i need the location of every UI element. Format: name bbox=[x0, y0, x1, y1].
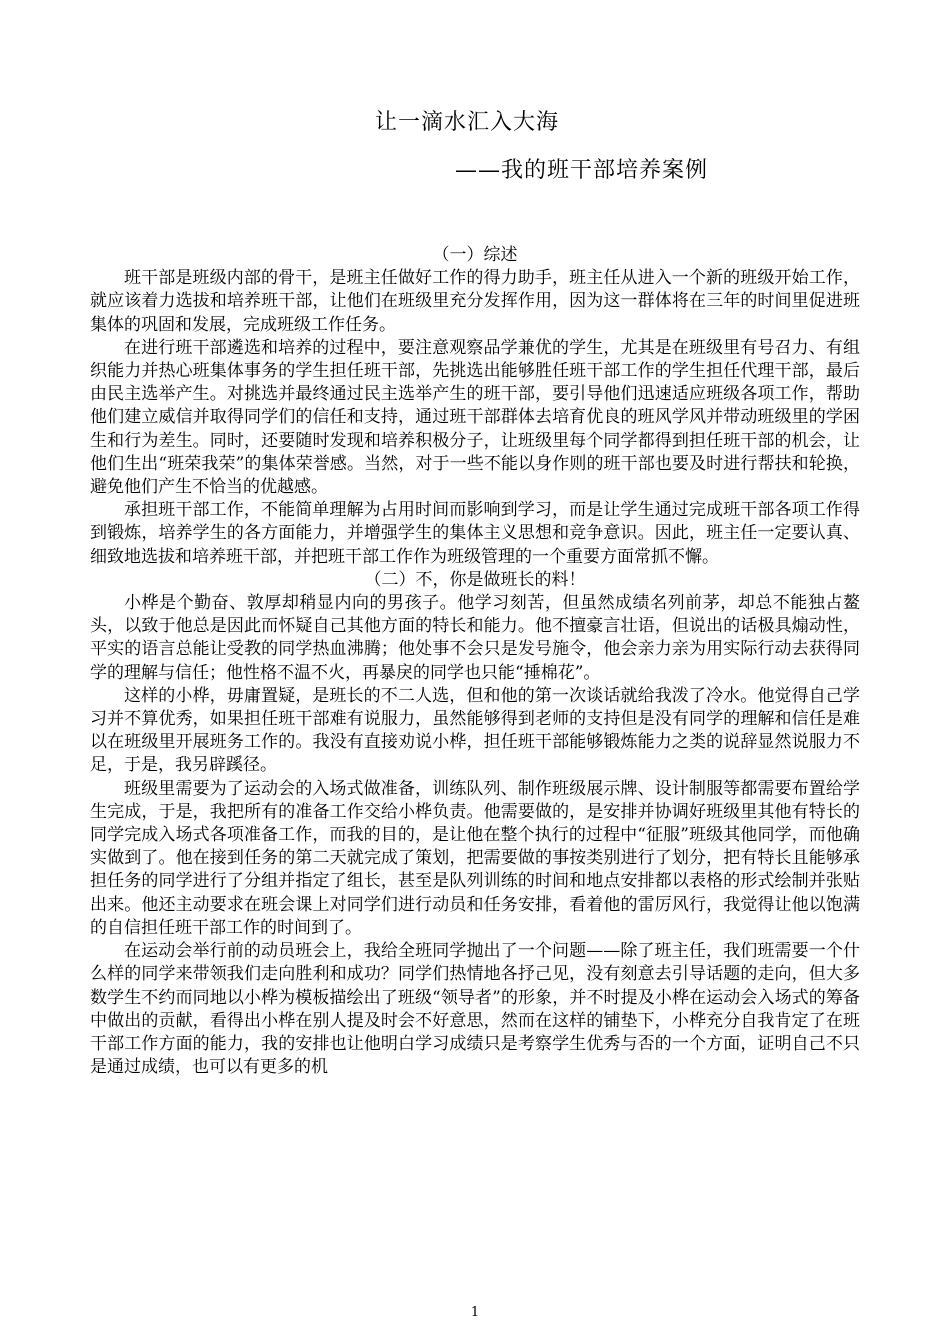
paragraph: 承担班干部工作，不能简单理解为占用时间而影响到学习，而是让学生通过完成班干部各项工作得到锻炼，培养学生的各方面能力，并增强学生的集体主义思想和竞争意识。因此，班主任一定要认真、细致地选拔和培养班干部，并把班干部工作作为班级管理的一个重要方面常抓不懈。 bbox=[90, 500, 860, 567]
paragraph: 班干部是班级内部的骨干，是班主任做好工作的得力助手，班主任从进入一个新的班级开始工作，就应该着力选拔和培养班干部，让他们在班级里充分发挥作用，因为这一群体将在三年的时间里促进班集体的巩固和发展，完成班级工作任务。 bbox=[90, 268, 860, 335]
document-subtitle: ——我的班干部培养案例 bbox=[455, 158, 709, 183]
document-body bbox=[90, 244, 860, 1079]
paragraph: 小桦是个勤奋、敦厚却稍显内向的男孩子。他学习刻苦，但虽然成绩名列前茅，却总不能独占鳌头，以致于他总是因此而怀疑自己其他方面的特长和能力。他不擅豪言壮语，但说出的话极具煽动性，平实的语言总能让受教的同学热血沸腾；他处事不会只是发号施令，他会亲力亲为用实际行动去获得同学的理解与信任；他性格不温不火，再暴戾的同学也只能“捶棉花”。 bbox=[90, 593, 860, 683]
paragraph: 在运动会举行前的动员班会上，我给全班同学抛出了一个问题——除了班主任，我们班需要一个什么样的同学来带领我们走向胜利和成功？同学们热情地各抒己见，没有刻意去引导话题的走向，但大多数学生不约而同地以小桦为模板描绘出了班级“领导者”的形象，并不时提及小桦在运动会入场式的筹备中做出的贡献，看得出小桦在别人提及时会不好意思，然而在这样的铺垫下，小桦充分自我肯定了在班干部工作方面的能力，我的安排也让他明白学习成绩只是考察学生优秀与否的一个方面，证明自己不只是通过成绩，也可以有更多的机 bbox=[90, 941, 860, 1078]
paragraph: 这样的小桦，毋庸置疑，是班长的不二人选，但和他的第一次谈话就给我泼了冷水。他觉得自己学习并不算优秀，如果担任班干部难有说服力，虽然能够得到老师的支持但是没有同学的理解和信任是难以在班级里开展班务工作的。我没有直接劝说小桦，担任班干部能够锻炼能力之类的说辞显然说服力不足，于是，我另辟蹊径。 bbox=[90, 685, 860, 776]
paragraph: 班级里需要为了运动会的入场式做准备，训练队列、制作班级展示牌、设计制服等都需要布置给学生完成，于是，我把所有的准备工作交给小桦负责。他需要做的，是安排并协调好班级里其他有特长的同学完成入场式各项准备工作，而我的目的，是让他在整个执行的过程中“征服”班级其他同学，而他确实做到了。他在接到任务的第二天就完成了策划，把需要做的事按类别进行了划分，把有特长且能够承担任务的同学进行了分组并指定了组长，甚至是队列训练的时间和地点安排都以表格的形式绘制并张贴出来。他还主动要求在班会课上对同学们进行动员和任务安排，看着他的雷厉风行，我觉得让他以饱满的自信担任班干部工作的时间到了。 bbox=[90, 778, 860, 938]
page-number: 1 bbox=[470, 1305, 480, 1320]
document-title: 让一滴水汇入大海 bbox=[375, 110, 560, 135]
section-heading: （一）综述 bbox=[432, 245, 518, 265]
section-heading: （二）不，你是做班长的料！ bbox=[364, 569, 586, 590]
paragraph: 在进行班干部遴选和培养的过程中，要注意观察品学兼优的学生，尤其是在班级里有号召力、有组织能力并热心班集体事务的学生担任班干部，先挑选出能够胜任班干部工作的学生担任代理干部，最后由民主选举产生。对挑选并最终通过民主选举产生的班干部，要引导他们迅速适应班级各项工作，帮助他们建立威信并取得同学们的信任和支持，通过班干部群体去培育优良的班风学风并带动班级里的学困生和行为差生。同时，还要随时发现和培养积极分子，让班级里每个同学都得到担任班干部的机会，让他们生出“班荣我荣”的集体荣誉感。当然，对于一些不能以身作则的班干部也要及时进行帮扶和轮换，避免他们产生不恰当的优越感。 bbox=[90, 337, 860, 498]
